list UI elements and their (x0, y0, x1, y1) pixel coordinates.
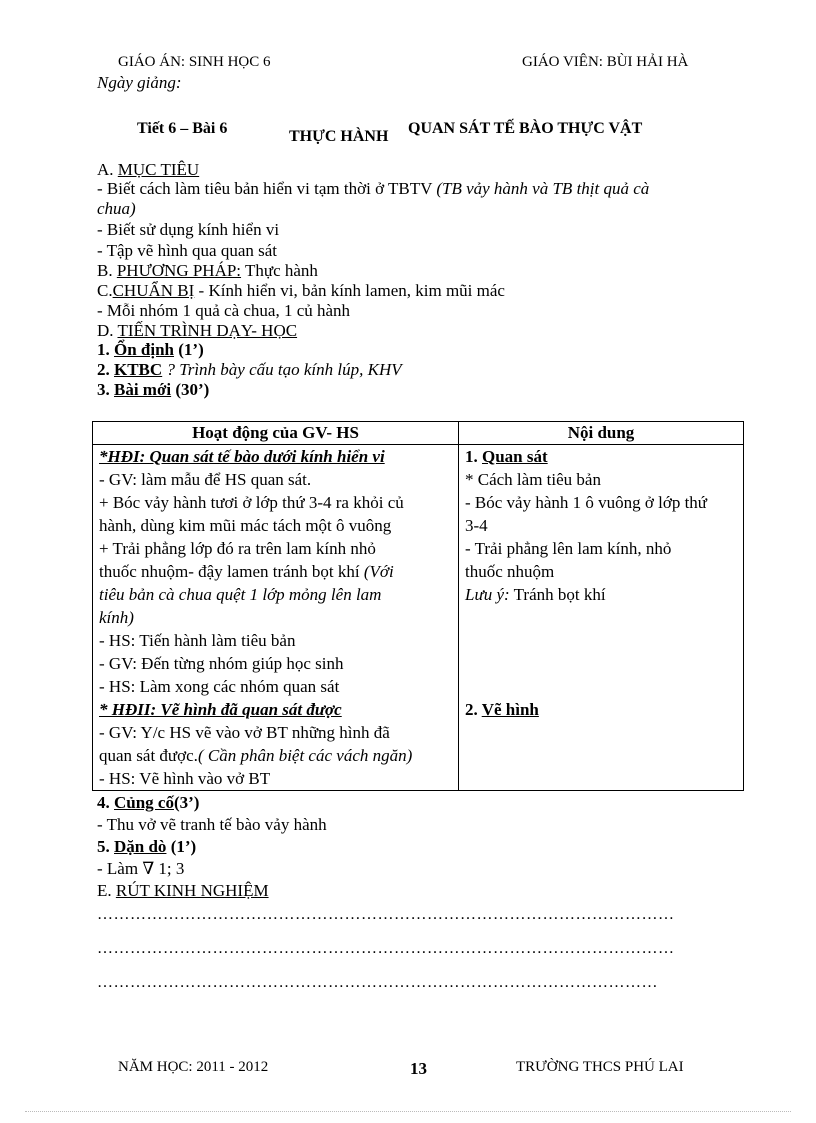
section-e-prefix: E. (97, 881, 116, 900)
content-line: thuốc nhuộm (465, 562, 555, 581)
content-line: - Bóc vảy hành 1 ô vuông ở lớp thứ (465, 493, 708, 512)
content-cell (459, 445, 744, 791)
content-heading-2-num: 2. (465, 700, 482, 719)
section-5-num: 5. (97, 837, 114, 856)
date-label: Ngày giảng: (97, 73, 182, 92)
section-c-line2: - Mỗi nhóm 1 quả cà chua, 1 củ hành (97, 301, 351, 320)
section-d (97, 321, 297, 341)
section-4-text: - Thu vở vẽ tranh tế bào vảy hành (97, 815, 327, 834)
section-b-label: PHƯƠNG PHÁP: (116, 261, 242, 280)
section-d-prefix: D. (97, 321, 118, 340)
step-1-num: 1. (97, 340, 114, 359)
content-note-text: Tránh bọt khí (509, 585, 606, 604)
notes-line-1: …………………………………………………………………………………………… (97, 906, 675, 923)
content-line: 3-4 (465, 516, 488, 535)
header-teacher: GIÁO VIÊN: BÙI HẢI HÀ (522, 54, 689, 70)
content-heading-1 (465, 445, 737, 468)
activity-line: - HS: Tiến hành làm tiêu bản (99, 631, 296, 650)
activity-line: - HS: Vẽ hình vào vở BT (99, 769, 271, 788)
spacer (465, 606, 737, 629)
content-heading-2 (465, 698, 737, 721)
section-c-prefix: C. (97, 281, 113, 300)
footer-school: TRƯỜNG THCS PHÚ LAI (516, 1059, 684, 1075)
activity-line: - HS: Làm xong các nhóm quan sát (99, 677, 340, 696)
col-activity-header: Hoạt động của GV- HS (93, 422, 459, 445)
section-a-line4: - Tập vẽ hình qua quan sát (97, 241, 278, 260)
step-3-num: 3. (97, 380, 114, 399)
spacer (465, 629, 737, 652)
activity-line: kính) (99, 608, 134, 627)
activity-line: tiêu bản cà chua quệt 1 lớp mỏng lên lam (99, 585, 382, 604)
activity-line: - GV: Y/c HS vẽ vào vở BT những hình đã (99, 723, 390, 742)
title-prefix: THỰC HÀNH (289, 128, 389, 145)
content-heading-1-label: Quan sát (482, 447, 548, 466)
section-a-line1-text: - Biết cách làm tiêu bản hiển vi tạm thời ở TBTV (97, 179, 437, 198)
section-5-text: - Làm ∇ 1; 3 (97, 859, 185, 878)
content-line (465, 583, 737, 606)
content-note-label: Lưu ý: (465, 585, 510, 604)
activity-line (99, 744, 452, 767)
section-4-time: (3’) (173, 793, 200, 812)
section-c-text: - Kính hiển vi, bản kính lamen, kim mũi mác (194, 281, 505, 300)
section-c-label: CHUẨN BỊ (112, 281, 195, 300)
section-b-prefix: B. (97, 261, 117, 280)
notes-line-2: …………………………………………………………………………………………… (97, 940, 675, 957)
table-header-row (93, 422, 744, 445)
lesson-number: Tiết 6 – Bài 6 (137, 120, 228, 137)
step-2 (97, 360, 402, 380)
step-3-label: Bài mới (114, 380, 172, 399)
lesson-table (92, 421, 744, 791)
notes-line-3: ………………………………………………………………………………………… (97, 974, 658, 991)
section-d-label: TIẾN TRÌNH DẠY- HỌC (117, 321, 298, 340)
step-1-time: (1’) (174, 340, 204, 359)
footer-school-year: NĂM HỌC: 2011 - 2012 (118, 1059, 269, 1075)
spacer (465, 652, 737, 675)
section-a-line2: chua) (97, 199, 136, 218)
section-5 (97, 837, 196, 857)
step-3 (97, 380, 209, 400)
section-4-num: 4. (97, 793, 114, 812)
activity-line (99, 560, 452, 583)
activity-line-text: quan sát được. (99, 746, 198, 765)
step-2-text: ? Trình bày cấu tạo kính lúp, KHV (162, 360, 402, 379)
page-bottom-divider (25, 1111, 791, 1112)
activity-line: - GV: làm mẫu để HS quan sát. (99, 470, 312, 489)
activity-line: - GV: Đến từng nhóm giúp học sinh (99, 654, 344, 673)
activity-line: + Trải phẳng lớp đó ra trên lam kính nhỏ (99, 539, 376, 558)
section-c (97, 281, 505, 301)
page-title: QUAN SÁT TẾ BÀO THỰC VẬT (408, 120, 643, 137)
section-4 (97, 793, 199, 813)
step-1-label: Ổn định (114, 340, 175, 359)
header-subject: GIÁO ÁN: SINH HỌC 6 (118, 54, 271, 70)
step-2-num: 2. (97, 360, 114, 379)
activity-line-italic: ( Cần phân biệt các vách ngăn) (197, 746, 413, 765)
step-1 (97, 340, 204, 360)
activity-cell (93, 445, 459, 791)
content-heading-2-label: Vẽ hình (481, 700, 539, 719)
content-line: * Cách làm tiêu bản (465, 470, 601, 489)
section-b-text: Thực hành (241, 261, 318, 280)
section-a-heading (97, 160, 199, 180)
section-a-line3: - Biết sử dụng kính hiển vi (97, 220, 280, 239)
activity-line-text: thuốc nhuộm- đậy lamen tránh bọt khí (99, 562, 364, 581)
page-number: 13 (410, 1059, 427, 1078)
section-a-line1-italic: (TB vảy hành và TB thịt quả cà (436, 179, 650, 198)
step-2-label: KTBC (114, 360, 163, 379)
step-3-time: (30’) (171, 380, 210, 399)
col-content-header: Nội dung (459, 422, 744, 445)
section-e-label: RÚT KINH NGHIỆM (115, 881, 269, 900)
section-5-label: Dặn dò (114, 837, 167, 856)
section-e (97, 881, 269, 901)
content-line: - Trải phẳng lên lam kính, nhỏ (465, 539, 672, 558)
section-5-time: (1’) (166, 837, 197, 856)
section-a-line1 (97, 179, 649, 199)
table-row (93, 445, 744, 791)
section-a-label: MỤC TIÊU (117, 160, 200, 179)
section-b (97, 261, 318, 281)
activity-heading-2: * HĐII: Vẽ hình đã quan sát được (99, 700, 342, 719)
activity-heading-1: *HĐI: Quan sát tế bào dưới kính hiển vi (99, 447, 385, 466)
spacer (465, 675, 737, 698)
section-4-label: Củng cố (114, 793, 174, 812)
content-heading-1-num: 1. (465, 447, 482, 466)
activity-line-italic: (Với (363, 562, 394, 581)
activity-line: + Bóc vảy hành tươi ở lớp thứ 3-4 ra khỏi củ (99, 493, 404, 512)
section-a-prefix: A. (97, 160, 118, 179)
activity-line: hành, dùng kim mũi mác tách một ô vuông (99, 516, 392, 535)
